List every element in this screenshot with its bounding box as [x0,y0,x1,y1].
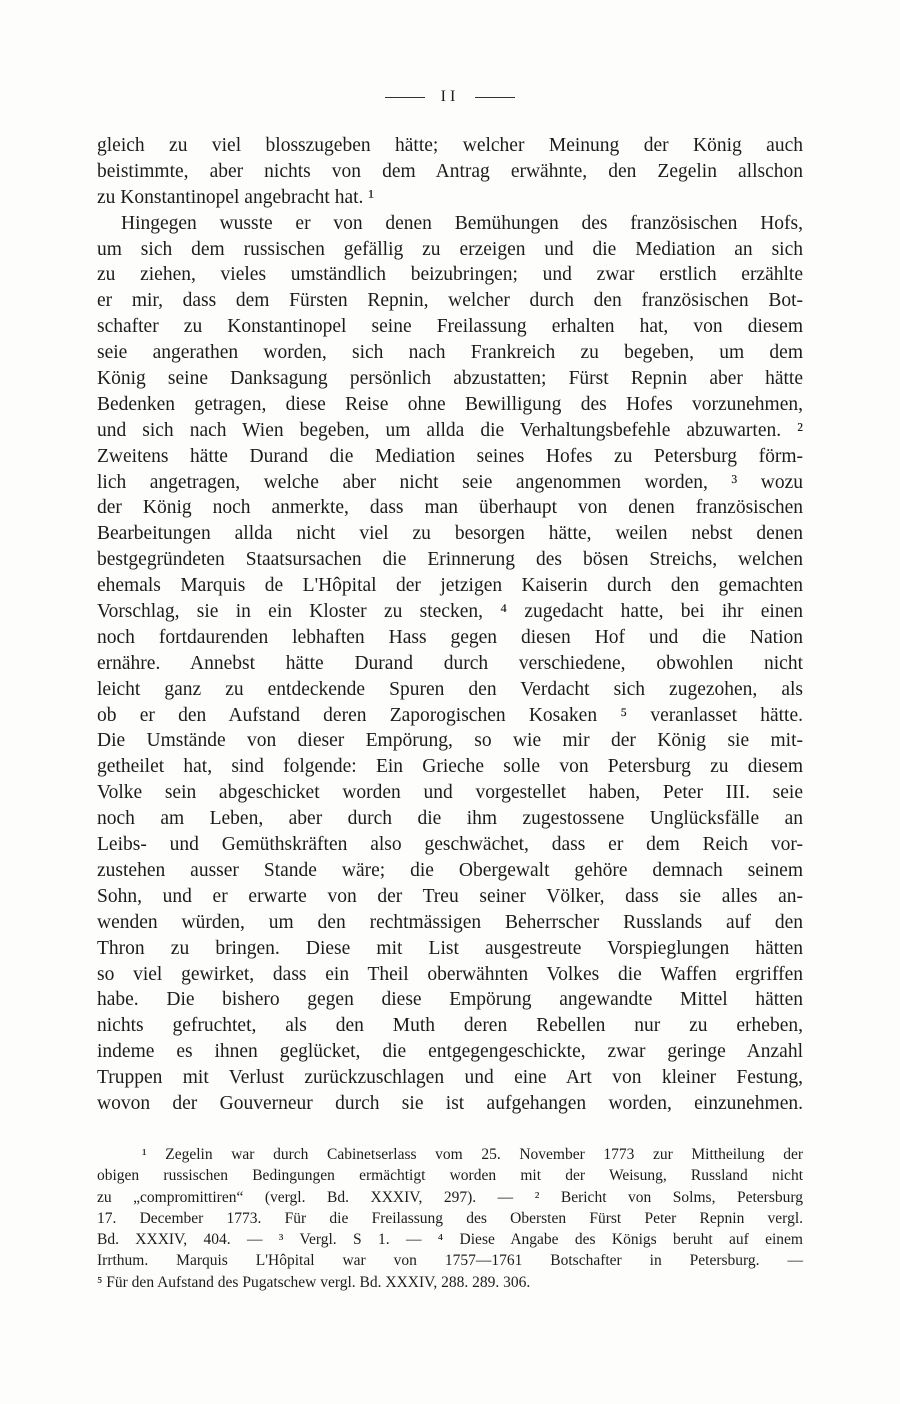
text-line: zu Konstantinopel angebracht hat. ¹ [97,186,375,208]
text-line: leicht ganz zu entdeckende Spuren den Verdacht sich zugezohen, als [97,678,803,700]
text-line: getheilet hat, sind folgende: Ein Grieche solle von Petersburg zu diesem [97,756,803,778]
page-header [0,88,900,112]
text-line: beistimmte, aber nichts von dem Antrag erwähnte, den Zegelin allschon [97,160,803,182]
footnote-line: Irrthum. Marquis L'Hôpital war von 1757—1761 Botschafter in Petersburg. — [97,1252,803,1270]
footnotes [97,1144,803,1293]
text-line: der König noch anmerkte, dass man überhaupt von denen französischen [97,497,803,519]
text-line: so viel gewirket, dass ein Theil oberwähnten Volkes die Waffen ergriffen [97,963,803,985]
text-line: gleich zu viel blosszugeben hätte; welcher Meinung der König auch [97,135,803,156]
text-line: noch fortdaurenden lebhaften Hass gegen diesen Hof und die Nation [97,626,803,648]
text-line: habe. Die bishero gegen diese Empörung angewandte Mittel hätten [97,989,803,1011]
footnote-line: 17. December 1773. Für die Freilassung des Obersten Fürst Peter Repnin vergl. [97,1209,803,1227]
text-line: ehemals Marquis de L'Hôpital der jetzigen Kaiserin durch den gemachten [97,575,803,597]
text-line: Zweitens hätte Durand die Mediation seines Hofes zu Petersburg förm- [97,445,803,467]
text-line: nichts gefruchtet, als den Muth deren Rebellen nur zu erheben, [97,1015,803,1037]
text-line: Hingegen wusste er von denen Bemühungen des französischen Hofs, [121,212,803,234]
footnote-line: Bd. XXXIV, 404. — ³ Vergl. S 1. — ⁴ Diese Angabe des Königs beruht auf einem [97,1231,803,1249]
text-line: Vorschlag, sie in ein Kloster zu stecken, ⁴ zugedacht hatte, bei ihr einen [97,601,803,623]
text-line: ernähre. Annebst hätte Durand durch verschiedene, obwohlen nicht [97,652,803,674]
text-line: seie angerathen worden, sich nach Frankreich zu begeben, um dem [97,342,803,364]
text-line: Thron zu bringen. Diese mit List ausgestreute Vorspieglungen hätten [97,937,803,959]
text-line: Bearbeitungen allda nicht viel zu besorgen hätte, weilen nebst denen [97,523,803,545]
text-line: zustehen ausser Stande wäre; die Obergewalt gehöre demnach seinem [97,859,803,881]
footnote-line: zu „compromittiren“ (vergl. Bd. XXXIV, 297). — ² Bericht von Solms, Petersburg [97,1188,803,1206]
text-line: ob er den Aufstand deren Zaporogischen Kosaken ⁵ veranlasset hätte. [97,704,803,726]
text-line: wovon der Gouverneur durch sie ist aufgehangen worden, einzunehmen. [97,1092,803,1114]
text-line: Volke sein abgeschicket worden und vorgestellet haben, Peter III. seie [97,782,803,804]
text-line: bestgegründeten Staatsursachen die Erinnerung des bösen Streichs, welchen [97,549,803,571]
text-line: schafter zu Konstantinopel seine Freilassung erhalten hat, von diesem [97,316,803,338]
footnote-line: obigen russischen Bedingungen ermächtigt worden mit der Weisung, Russland nicht [97,1167,803,1185]
text-line: Truppen mit Verlust zurückzuschlagen und eine Art von kleiner Festung, [97,1067,803,1089]
text-line: Leibs- und Gemüthskräften also geschwächet, dass er dem Reich vor- [97,834,803,856]
main-text [97,133,803,1117]
text-line: und sich nach Wien begeben, um allda die Verhaltungsbefehle abzuwarten. ² [97,419,803,441]
text-line: Bedenken getragen, diese Reise ohne Bewilligung des Hofes vorzunehmen, [97,393,803,415]
header-rule-left [385,97,425,98]
text-line: Sohn, und er erwarte von der Treu seiner Völker, dass sie alles an- [97,885,803,907]
text-line: wenden würden, um den rechtmässigen Beherrscher Russlands auf den [97,911,803,933]
text-line: König seine Danksagung persönlich abzustatten; Fürst Repnin aber hätte [97,368,803,390]
footnote-line: ¹ Zegelin war durch Cabinetserlass vom 25. November 1773 zur Mittheilung der [142,1146,803,1163]
text-line: zu ziehen, vieles umständlich beizubringen; und zwar erstlich erzählte [97,264,803,286]
header-rule-right [475,97,515,98]
text-line: noch am Leben, aber durch die ihm zugestossene Unglücksfälle an [97,808,803,830]
page-number: II [440,88,460,105]
text-line: er mir, dass dem Fürsten Repnin, welcher durch den französischen Bot- [97,290,803,312]
text-line: um sich dem russischen gefällig zu erzeigen und die Mediation an sich [97,238,803,260]
text-line: lich angetragen, welche aber nicht seie angenommen worden, ³ wozu [97,471,803,493]
text-line: Die Umstände von dieser Empörung, so wie mir der König sie mit- [97,730,803,752]
footnote-line: ⁵ Für den Aufstand des Pugatschew vergl. Bd. XXXIV, 288. 289. 306. [97,1273,531,1291]
text-line: indeme es ihnen geglücket, die entgegengeschickte, zwar geringe Anzahl [97,1041,803,1063]
